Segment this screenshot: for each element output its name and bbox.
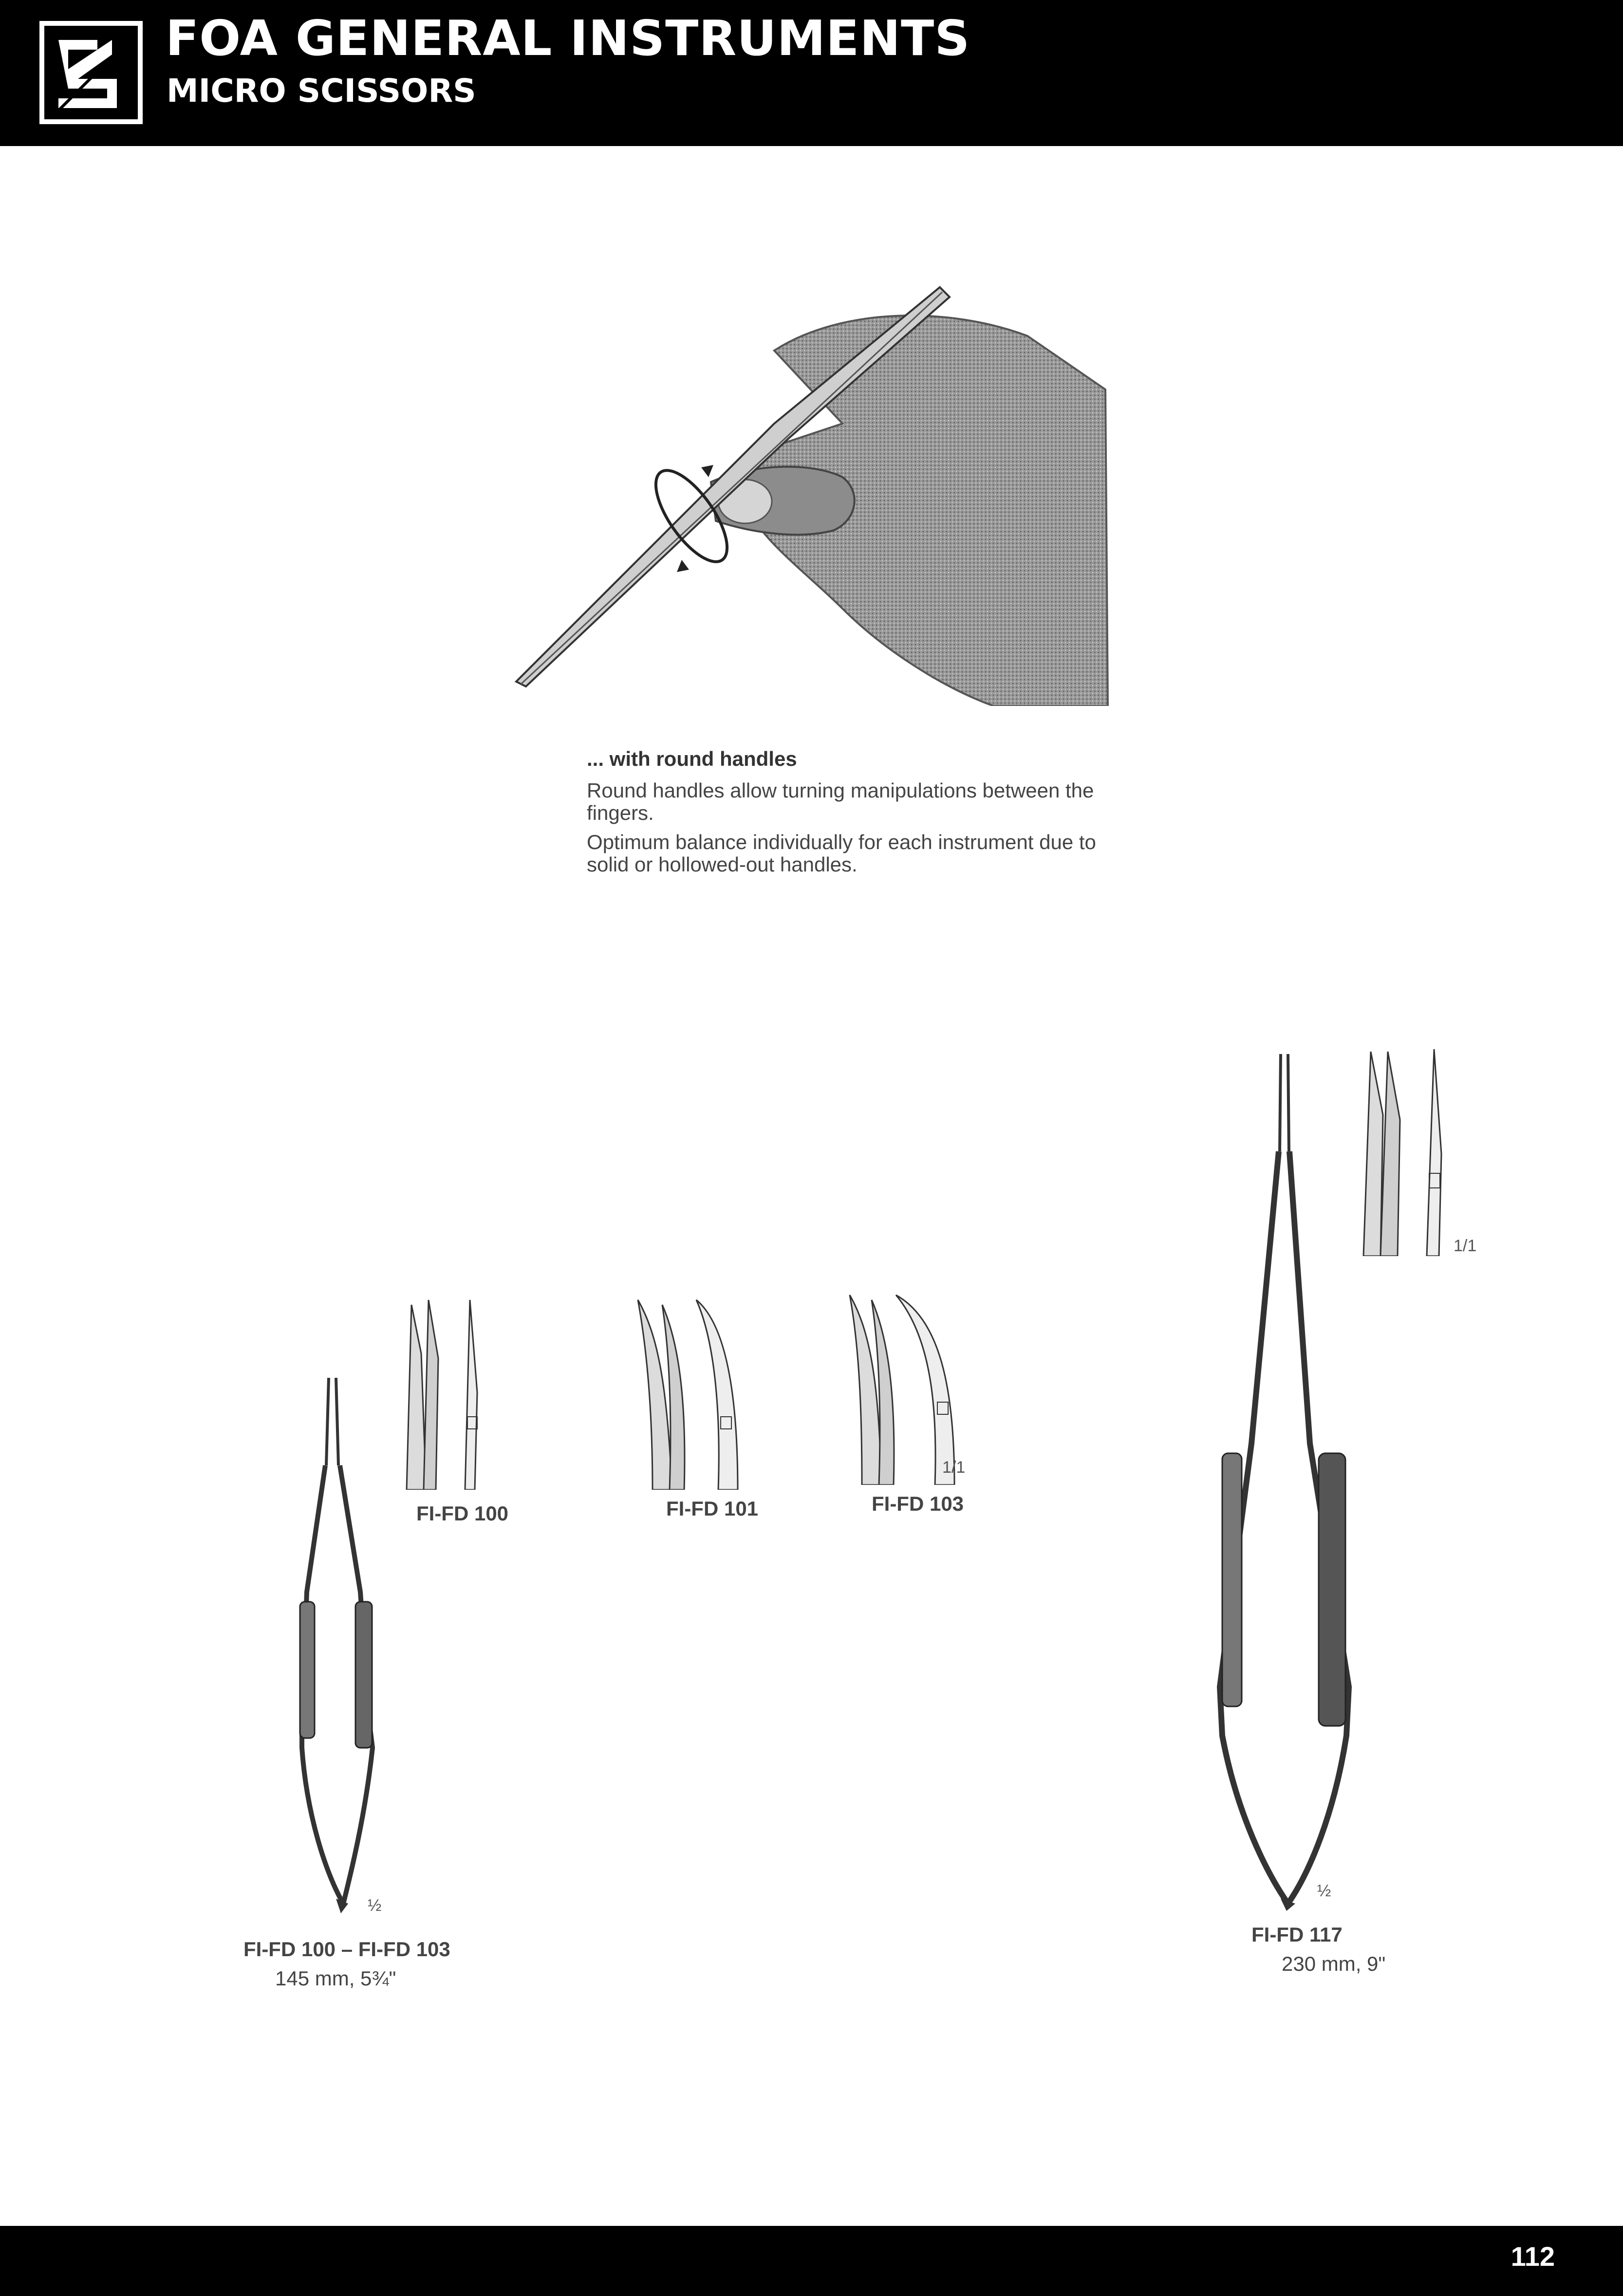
instrument-scale-right: ½ xyxy=(1317,1882,1331,1900)
tip-scale-fi-fd-117: 1/1 xyxy=(1454,1237,1477,1255)
footer-bar xyxy=(0,2226,1623,2296)
tip-detail-fi-fd-117 xyxy=(1359,1047,1466,1256)
tip-scale-fi-fd-103: 1/1 xyxy=(942,1458,966,1477)
scissors-fi-fd-100-103-illustration xyxy=(287,1378,394,1918)
instrument-model-left: FI-FD 100 – FI-FD 103 xyxy=(243,1938,450,1961)
brand-title: FOA GENERAL INSTRUMENTS xyxy=(166,10,970,67)
hand-caption xyxy=(587,747,1122,883)
instrument-scale-left: ½ xyxy=(368,1896,382,1915)
tip-detail-fi-fd-100 xyxy=(397,1295,494,1490)
tip-label-fi-fd-100: FI-FD 100 xyxy=(416,1502,509,1525)
caption-heading: ... with round handles xyxy=(587,747,797,770)
instrument-size-left: 145 mm, 5¾" xyxy=(275,1967,396,1990)
instrument-model-right: FI-FD 117 xyxy=(1251,1923,1343,1946)
section-title: MICRO SCISSORS xyxy=(167,72,476,110)
foa-logo xyxy=(39,20,143,125)
caption-paragraph-2: Optimum balance individually for each instrument due to solid or hollowed-out handles. xyxy=(587,831,1096,876)
tip-detail-fi-fd-103 xyxy=(847,1290,964,1485)
hand-holding-scissors-illustration xyxy=(502,278,1115,706)
header-bar xyxy=(0,0,1623,146)
caption-paragraph-1: Round handles allow turning manipulations between the fingers. xyxy=(587,779,1094,824)
tip-label-fi-fd-101: FI-FD 101 xyxy=(666,1497,759,1520)
tip-label-fi-fd-103: FI-FD 103 xyxy=(872,1492,964,1515)
instrument-size-right: 230 mm, 9" xyxy=(1282,1952,1386,1975)
tip-detail-fi-fd-101 xyxy=(633,1295,750,1490)
scissors-fi-fd-117-illustration xyxy=(1208,1054,1373,1911)
page-number: 112 xyxy=(1511,2241,1555,2272)
